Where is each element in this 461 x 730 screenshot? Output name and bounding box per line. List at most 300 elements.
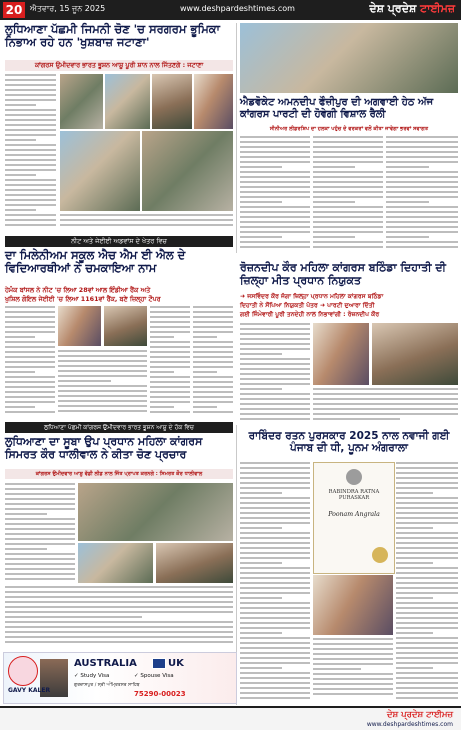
text-line	[193, 406, 217, 408]
text-line	[193, 366, 233, 368]
text-line	[396, 562, 433, 564]
story3-subhead	[5, 286, 233, 304]
text-line	[240, 557, 310, 559]
text-line	[386, 161, 458, 163]
text-line	[396, 552, 458, 554]
text-line	[5, 533, 75, 535]
text-line	[396, 662, 458, 664]
text-line	[240, 467, 310, 469]
text-line	[5, 621, 233, 623]
text-line	[5, 174, 36, 176]
text-line	[5, 79, 56, 81]
text-line	[240, 393, 310, 395]
text-line	[313, 221, 383, 223]
text-line	[5, 134, 56, 136]
text-line	[193, 306, 233, 308]
story1-body	[5, 74, 56, 229]
text-line	[313, 231, 383, 233]
text-line	[396, 597, 433, 599]
story3-kicker: ਨੀਟ ਅਤੇ ਜੇਈਈ ਅਡਵਾਂਸ ਦੇ ਖੇਤਰ ਵਿਚ	[5, 236, 233, 247]
text-line	[150, 381, 190, 383]
text-line	[396, 497, 458, 499]
text-line	[386, 216, 458, 218]
text-line	[5, 331, 55, 333]
ad-tagline: ਗੁਰਦਾਸਪੁਰ / ਸ੍ਰੀ ਅੰਮ੍ਰਿਤਸਰ ਸਾਹਿਬ	[74, 683, 140, 688]
text-line	[5, 493, 75, 495]
text-line	[240, 353, 282, 355]
text-line	[5, 109, 56, 111]
text-line	[240, 323, 310, 325]
text-line	[5, 204, 56, 206]
text-line	[313, 191, 383, 193]
story1-photo-6	[142, 131, 233, 211]
text-line	[5, 361, 55, 363]
text-line	[240, 462, 310, 464]
story4-photo-1	[313, 323, 369, 385]
text-line	[193, 321, 233, 323]
text-line	[60, 214, 233, 216]
ad-phone[interactable]: 75290-00023	[134, 690, 186, 698]
text-line	[313, 176, 383, 178]
text-line	[240, 477, 310, 479]
text-line	[386, 236, 429, 238]
text-line	[193, 371, 217, 373]
text-line	[396, 577, 458, 579]
story4-headline: ਰੋਜ਼ਨਦੀਪ ਕੌਰ ਮਹਿਲਾ ਕਾਂਗਰਸ ਬਠਿੰਡਾ ਦਿਹਾਤੀ ਦੀ ਜ਼ਿਲ੍ਹਾ ਮੀਤ ਪ੍ਰਧਾਨ ਨਿਯੁਕਤ	[240, 261, 446, 287]
text-line	[240, 537, 310, 539]
text-line	[386, 246, 458, 248]
text-line	[240, 517, 310, 519]
text-line	[240, 338, 310, 340]
masthead-part1: ਦੇਸ਼ ਪ੍ਰਦੇਸ਼	[369, 2, 417, 15]
text-line	[396, 507, 458, 509]
text-line	[240, 196, 310, 198]
visa-advertisement[interactable]	[3, 652, 237, 704]
text-line	[150, 351, 190, 353]
text-line	[5, 386, 55, 388]
text-line	[313, 388, 458, 390]
text-line	[5, 124, 56, 126]
text-line	[396, 677, 458, 679]
text-line	[396, 667, 433, 669]
text-line	[313, 663, 393, 665]
text-line	[150, 341, 190, 343]
text-line	[5, 189, 56, 191]
text-line	[193, 356, 233, 358]
text-line	[313, 638, 393, 640]
text-line	[396, 527, 433, 529]
text-line	[386, 181, 458, 183]
text-line	[5, 641, 233, 643]
text-line	[193, 311, 233, 313]
story5-strap: ਕਾਂਗਰਸ ਉਮੀਦਵਾਰ ਆਸ਼ੂ ਵੱਡੀ ਲੀਡ ਨਾਲ ਜਿੱਤ ਪ੍ਰਾਪਤ ਕਰਨਗੇ : ਸਿਮਰਤ ਕੌਰ ਧਾਲੀਵਾਲ	[5, 469, 233, 479]
text-line	[240, 226, 310, 228]
text-line	[386, 176, 458, 178]
text-line	[150, 376, 190, 378]
text-line	[5, 376, 55, 378]
text-line	[386, 191, 458, 193]
text-line	[396, 652, 458, 654]
text-line	[193, 396, 233, 398]
story5-body-cont	[5, 586, 233, 648]
text-line	[386, 211, 458, 213]
text-line	[5, 488, 75, 490]
text-line	[150, 406, 174, 408]
text-line	[313, 688, 393, 690]
text-line	[240, 216, 310, 218]
story1-photo-3	[152, 74, 192, 129]
text-line	[193, 316, 233, 318]
text-line	[5, 169, 56, 171]
text-line	[396, 687, 458, 689]
text-line	[240, 171, 310, 173]
text-line	[150, 326, 190, 328]
text-line	[150, 396, 190, 398]
text-line	[396, 587, 458, 589]
text-line	[5, 346, 55, 348]
page-footer	[0, 706, 461, 730]
text-line	[240, 662, 310, 664]
text-line	[240, 378, 310, 380]
text-line	[240, 642, 310, 644]
text-line	[5, 179, 56, 181]
text-line	[193, 391, 233, 393]
text-line	[58, 370, 147, 372]
text-line	[396, 612, 458, 614]
award-certificate	[313, 462, 395, 574]
text-line	[313, 201, 355, 203]
text-line	[193, 336, 217, 338]
certificate-name: Poonam Angrala	[328, 511, 380, 518]
text-line	[313, 413, 458, 415]
story6-headline: ਰਾਬਿੰਦਰ ਰਤਨ ਪੁਰਸਕਾਰ 2025 ਨਾਲ ਨਵਾਜੀ ਗਈ ਪੰਜਾਬ ਦੀ ਧੀ, ਪੂਨਮ ਅੰਗਰਾਲਾ	[248, 430, 450, 455]
text-line	[150, 311, 190, 313]
ad-country-1: AUSTRALIA	[74, 658, 137, 669]
text-line	[240, 512, 310, 514]
text-line	[5, 553, 75, 555]
text-line	[240, 502, 310, 504]
text-line	[240, 408, 310, 410]
text-line	[240, 413, 310, 415]
text-line	[386, 186, 458, 188]
text-line	[386, 151, 458, 153]
story2-strap: ਸੀਨੀਅਰ ਲੀਡਰਸ਼ਿਪ ਦਾ ਹਲਕਾ ਪਹੁੰਚ ਦੇ ਵਰਕਰਾਂ ਵਲੋਂ ਕੀਤਾ ਜਾਵੇਗਾ ਭਰਵਾਂ ਸਵਾਗਤ	[269, 126, 429, 132]
text-line	[396, 602, 458, 604]
text-line	[240, 358, 310, 360]
text-line	[150, 411, 190, 413]
story3-subhead-line1: ਹੇਮੰਕ ਬਾਂਸਲ ਨੇ ਨੀਟ 'ਚ ਲਿਆ 28ਵਾਂ ਆਲ ਇੰਡੀਆ ਰੈਂਕ ਅਤੇ	[5, 286, 151, 294]
text-line	[396, 627, 458, 629]
story1-photo-4	[194, 74, 233, 129]
text-line	[5, 89, 56, 91]
text-line	[396, 472, 458, 474]
text-line	[5, 513, 47, 515]
ad-option-1: ✓ Study Visa	[74, 673, 110, 679]
text-line	[240, 368, 310, 370]
text-line	[313, 186, 383, 188]
text-line	[386, 171, 458, 173]
text-line	[313, 206, 383, 208]
text-line	[240, 191, 310, 193]
text-line	[150, 391, 190, 393]
text-line	[5, 104, 36, 106]
text-line	[240, 507, 310, 509]
text-line	[386, 206, 458, 208]
text-line	[396, 512, 458, 514]
footer-website[interactable]: www.deshpardeshtimes.com	[366, 721, 453, 728]
text-line	[150, 401, 190, 403]
text-line	[193, 411, 233, 413]
text-line	[396, 697, 458, 699]
text-line	[60, 219, 233, 221]
text-line	[5, 626, 233, 628]
uk-flag-icon	[152, 658, 166, 669]
ad-option-1-label: Study Visa	[80, 673, 110, 679]
text-line	[396, 672, 458, 674]
text-line	[150, 316, 190, 318]
header-website[interactable]: www.deshpardeshtimes.com	[180, 4, 295, 13]
text-line	[313, 141, 383, 143]
ad-country-2: UK	[168, 658, 184, 669]
text-line	[240, 497, 310, 499]
text-line	[240, 532, 310, 534]
text-line	[313, 246, 383, 248]
text-line	[5, 159, 56, 161]
text-line	[240, 527, 282, 529]
text-line	[313, 161, 383, 163]
text-line	[240, 201, 282, 203]
text-line	[396, 622, 458, 624]
footer-brand: ਦੇਸ਼ ਪ੍ਰਦੇਸ਼ ਟਾਈਮਜ਼	[386, 710, 453, 720]
story4-photo-2	[372, 323, 458, 385]
text-line	[150, 371, 174, 373]
text-line	[5, 199, 56, 201]
text-line	[396, 467, 458, 469]
text-line	[240, 567, 310, 569]
text-line	[193, 326, 233, 328]
text-line	[5, 129, 56, 131]
text-line	[5, 391, 55, 393]
certificate-portrait	[346, 469, 362, 485]
text-line	[313, 196, 383, 198]
text-line	[240, 418, 310, 420]
text-line	[240, 236, 282, 238]
page-header	[0, 0, 461, 20]
text-line	[240, 552, 310, 554]
text-line	[240, 592, 310, 594]
text-line	[396, 547, 458, 549]
story6-body-col3	[396, 462, 458, 702]
text-line	[193, 331, 233, 333]
text-line	[240, 492, 282, 494]
story5-body	[5, 483, 75, 583]
text-line	[240, 383, 310, 385]
text-line	[240, 487, 310, 489]
student-photo-2	[104, 306, 147, 346]
text-line	[313, 393, 458, 395]
text-line	[150, 356, 190, 358]
text-line	[313, 211, 383, 213]
story2-body-col1	[240, 136, 310, 251]
text-line	[396, 537, 458, 539]
text-line	[5, 119, 56, 121]
text-line	[5, 631, 233, 633]
text-line	[386, 221, 458, 223]
text-line	[240, 647, 310, 649]
text-line	[313, 398, 458, 400]
ad-option-2: ✓ Spouse Visa	[134, 673, 174, 679]
text-line	[193, 381, 233, 383]
text-line	[240, 221, 310, 223]
text-line	[240, 617, 310, 619]
text-line	[240, 607, 310, 609]
text-line	[5, 483, 75, 485]
text-line	[5, 194, 56, 196]
text-line	[5, 508, 75, 510]
certificate-title: RABINDRA RATNA PURASKAR	[328, 489, 380, 501]
story4-body-col1	[240, 323, 310, 423]
text-line	[58, 365, 147, 367]
text-line	[5, 139, 36, 141]
text-line	[386, 241, 458, 243]
certificate-seal-icon	[372, 547, 388, 563]
text-line	[5, 411, 55, 413]
text-line	[240, 156, 310, 158]
text-line	[150, 366, 190, 368]
column-divider	[236, 23, 237, 253]
text-line	[396, 522, 458, 524]
text-line	[240, 587, 310, 589]
text-line	[313, 648, 393, 650]
text-line	[240, 211, 310, 213]
story4-subhead-line1: ➜ ਜਸਵਿੰਦਰ ਕੌਰ ਜੱਗਾ ਜ਼ਿਲ੍ਹਾ ਪ੍ਰਧਾਨ ਮਹਿਲਾ ਕਾਂਗਰਸ ਬਠਿੰਡਾ	[240, 293, 384, 300]
text-line	[396, 572, 458, 574]
text-line	[240, 612, 310, 614]
text-line	[5, 548, 47, 550]
text-line	[240, 328, 310, 330]
text-line	[150, 336, 174, 338]
text-line	[240, 231, 310, 233]
text-line	[5, 578, 75, 580]
text-line	[396, 557, 458, 559]
text-line	[150, 331, 190, 333]
text-line	[386, 156, 458, 158]
text-line	[240, 161, 310, 163]
story4-subhead-line3: ਗਈ ਜਿੰਮੇਵਾਰੀ ਪੂਰੀ ਤਨਦੇਹੀ ਨਾਲ ਨਿਭਾਵਾਂਗੀ : ਰੋਜ਼ਨਦੀਪ ਕੌਰ	[240, 311, 380, 318]
story5-headline: ਲੁਧਿਆਣਾ ਦਾ ਸੂਬਾ ਉਪ ਪ੍ਰਧਾਨ ਮਹਿਲਾ ਕਾਂਗਰਸ ਸਿਮਰਤ ਕੌਰ ਧਾਲੀਵਾਲ ਨੇ ਕੀਤਾ ਚੋਣ ਪ੍ਰਚਾਰ	[5, 435, 203, 461]
ad-option-2-label: Spouse Visa	[140, 673, 174, 679]
text-line	[240, 652, 310, 654]
text-line	[5, 591, 233, 593]
text-line	[240, 403, 310, 405]
text-line	[193, 386, 233, 388]
text-line	[313, 418, 400, 420]
text-line	[313, 653, 393, 655]
story3-body-col2	[150, 306, 190, 418]
text-line	[240, 141, 310, 143]
text-line	[396, 567, 458, 569]
text-line	[240, 627, 310, 629]
text-line	[386, 231, 458, 233]
story2-headline: ਐਡਵੋਕੇਟ ਅਮਨਦੀਪ ਫੌਜ਼ੀਪੁਰ ਦੀ ਅਗਵਾਈ ਹੇਠ ਅੱਜ ਕਾਂਗਰਸ ਪਾਰਟੀ ਦੀ ਹੋਵੇਗੀ ਵਿਸ਼ਾਲ ਰੈਲੀ	[240, 97, 434, 120]
text-line	[5, 311, 55, 313]
text-line	[240, 343, 310, 345]
text-line	[58, 400, 147, 402]
text-line	[313, 236, 355, 238]
text-line	[240, 597, 282, 599]
text-line	[240, 373, 310, 375]
text-line	[240, 547, 310, 549]
text-line	[313, 408, 458, 410]
text-line	[58, 380, 111, 382]
text-line	[193, 341, 233, 343]
text-line	[150, 361, 190, 363]
text-line	[5, 94, 56, 96]
text-line	[313, 151, 383, 153]
text-line	[58, 385, 147, 387]
text-line	[386, 166, 429, 168]
text-line	[5, 596, 233, 598]
text-line	[386, 226, 458, 228]
text-line	[240, 602, 310, 604]
text-line	[240, 692, 310, 694]
story6-body-col1	[240, 462, 310, 702]
text-line	[5, 164, 56, 166]
text-line	[240, 348, 310, 350]
text-line	[396, 482, 458, 484]
text-line	[5, 184, 56, 186]
story4-body-col2	[313, 388, 458, 423]
text-line	[5, 366, 55, 368]
text-line	[5, 606, 233, 608]
text-line	[386, 136, 458, 138]
text-line	[313, 241, 383, 243]
text-line	[58, 405, 147, 407]
text-line	[313, 673, 393, 675]
text-line	[396, 657, 458, 659]
text-line	[193, 346, 233, 348]
story5-photo-3	[156, 543, 233, 583]
text-line	[240, 388, 282, 390]
ad-brand: GAVY KALER	[8, 687, 51, 694]
text-line	[193, 361, 233, 363]
text-line	[396, 632, 433, 634]
text-line	[240, 363, 310, 365]
story3-subhead-line2: ਖੁਸ਼ਿਲ ਗੋਇਲ ਜੇਈਈ 'ਚ ਲਿਆ 1161ਵਾਂ ਰੈਂਕ, ਬਣੇ ਜ਼ਿਲ੍ਹਾ ਟੌਪਰ	[5, 295, 161, 303]
story5-kicker: ਲੁਧਿਆਣਾ ਪੱਛਮੀ ਕਾਂਗਰਸ ਉਮੀਦਵਾਰ ਭਾਰਤ ਭੂਸ਼ਨ ਆਸ਼ੂ ਦੇ ਹੱਕ ਵਿਚ	[5, 422, 233, 433]
page-number: 20	[3, 2, 25, 18]
text-line	[150, 346, 190, 348]
text-line	[5, 406, 35, 408]
text-line	[5, 498, 75, 500]
text-line	[396, 637, 458, 639]
text-line	[396, 542, 458, 544]
text-line	[58, 355, 147, 357]
text-line	[313, 181, 383, 183]
text-line	[5, 601, 233, 603]
text-line	[240, 632, 282, 634]
text-line	[313, 216, 383, 218]
text-line	[240, 146, 310, 148]
student-photo-1	[58, 306, 101, 346]
text-line	[240, 542, 310, 544]
text-line	[5, 543, 75, 545]
text-line	[240, 472, 310, 474]
story1-photo-5	[60, 131, 140, 211]
text-line	[5, 99, 56, 101]
text-line	[386, 196, 458, 198]
text-line	[5, 616, 142, 618]
